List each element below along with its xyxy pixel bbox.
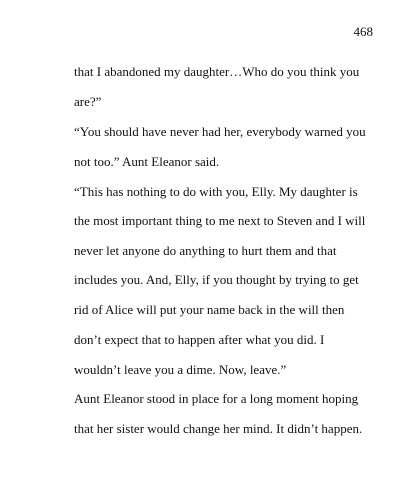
text-line: Aunt Eleanor stood in place for a long moment hoping (74, 391, 359, 406)
text-line: includes you. And, Elly, if you thought by trying to get (74, 272, 359, 287)
text-line: are?” (74, 94, 102, 109)
page-number: 468 (353, 24, 373, 39)
text-line: rid of Alice will put your name back in the will then (74, 302, 345, 317)
text-line: don’t expect that to happen after what you did. I (74, 332, 325, 347)
text-line: “You should have never had her, everybody warned you (74, 124, 366, 139)
text-line: “This has nothing to do with you, Elly. My daughter is (74, 184, 358, 199)
text-line: never let anyone do anything to hurt them and that (74, 243, 337, 258)
text-line: wouldn’t leave you a dime. Now, leave.” (74, 362, 287, 377)
text-line: the most important thing to me next to Steven and I will (74, 213, 366, 228)
text-line: not too.” Aunt Eleanor said. (74, 154, 220, 169)
text-line: that her sister would change her mind. It didn’t happen. (74, 421, 363, 436)
text-line: that I abandoned my daughter…Who do you think you (74, 64, 360, 79)
